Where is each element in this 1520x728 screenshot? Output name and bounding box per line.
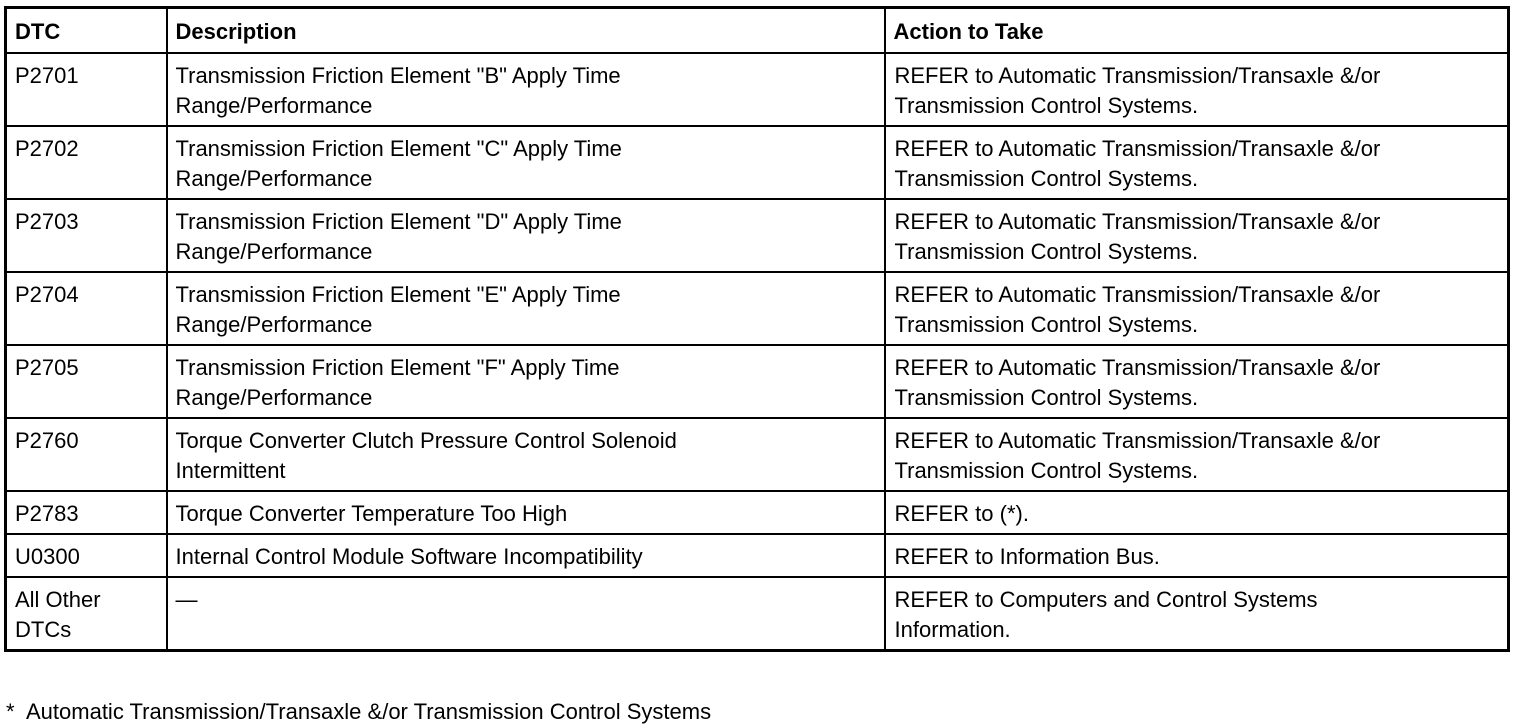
action-line: Information. bbox=[894, 616, 1011, 642]
action-line: REFER to Automatic Transmission/Transaxle &/or bbox=[894, 354, 1381, 380]
description-line: Range/Performance bbox=[175, 92, 373, 118]
dtc-code-cell: U0300 bbox=[6, 534, 167, 577]
action-line: REFER to Automatic Transmission/Transaxle &/or bbox=[894, 281, 1381, 307]
header-dtc: DTC bbox=[6, 8, 167, 53]
description-cell bbox=[167, 418, 885, 491]
description-line: Transmission Friction Element "E" Apply Time bbox=[175, 281, 621, 307]
action-line: Transmission Control Systems. bbox=[894, 311, 1199, 337]
table-row bbox=[6, 491, 1509, 534]
header-description: Description bbox=[167, 8, 885, 53]
header-row bbox=[6, 8, 1509, 53]
action-line: Transmission Control Systems. bbox=[894, 92, 1199, 118]
description-line: Internal Control Module Software Incompatibility bbox=[175, 543, 643, 569]
action-line: REFER to Automatic Transmission/Transaxle &/or bbox=[894, 208, 1381, 234]
description-cell bbox=[167, 53, 885, 126]
table-body bbox=[6, 53, 1509, 651]
table-row bbox=[6, 126, 1509, 199]
description-line: Intermittent bbox=[175, 457, 286, 483]
description-line: Range/Performance bbox=[175, 384, 373, 410]
dtc-code-cell: P2705 bbox=[6, 345, 167, 418]
table-row bbox=[6, 418, 1509, 491]
table-row bbox=[6, 577, 1509, 651]
footnote bbox=[6, 697, 711, 727]
table-row bbox=[6, 272, 1509, 345]
description-cell bbox=[167, 199, 885, 272]
table-row bbox=[6, 345, 1509, 418]
dtc-code-cell: P2704 bbox=[6, 272, 167, 345]
description-cell bbox=[167, 491, 885, 534]
action-line: Transmission Control Systems. bbox=[894, 384, 1199, 410]
footnote-marker: * bbox=[6, 699, 15, 724]
description-line: Transmission Friction Element "D" Apply Time bbox=[175, 208, 622, 234]
dtc-table bbox=[4, 6, 1510, 652]
dtc-code-cell: P2703 bbox=[6, 199, 167, 272]
table-row bbox=[6, 534, 1509, 577]
dtc-code-cell: P2783 bbox=[6, 491, 167, 534]
dtc-code-cell: All Other DTCs bbox=[6, 577, 167, 651]
description-line: Transmission Friction Element "C" Apply Time bbox=[175, 135, 622, 161]
action-line: REFER to Computers and Control Systems bbox=[894, 586, 1318, 612]
table-header bbox=[6, 8, 1509, 53]
action-cell bbox=[885, 418, 1509, 491]
action-cell bbox=[885, 199, 1509, 272]
description-line: Range/Performance bbox=[175, 165, 373, 191]
description-line: Torque Converter Temperature Too High bbox=[175, 500, 568, 526]
dtc-code-cell: P2702 bbox=[6, 126, 167, 199]
action-cell bbox=[885, 272, 1509, 345]
action-cell bbox=[885, 53, 1509, 126]
header-action: Action to Take bbox=[885, 8, 1509, 53]
action-cell bbox=[885, 345, 1509, 418]
action-cell bbox=[885, 577, 1509, 651]
footnote-text: Automatic Transmission/Transaxle &/or Transmission Control Systems bbox=[26, 699, 712, 724]
description-line: Range/Performance bbox=[175, 311, 373, 337]
action-cell bbox=[885, 126, 1509, 199]
description-cell bbox=[167, 345, 885, 418]
description-line: — bbox=[175, 586, 198, 612]
description-cell bbox=[167, 126, 885, 199]
action-line: REFER to Information Bus. bbox=[894, 543, 1160, 569]
dtc-code-cell: P2701 bbox=[6, 53, 167, 126]
table-row bbox=[6, 53, 1509, 126]
description-cell bbox=[167, 534, 885, 577]
description-line: Transmission Friction Element "B" Apply Time bbox=[175, 62, 621, 88]
action-cell bbox=[885, 534, 1509, 577]
dtc-code-cell: P2760 bbox=[6, 418, 167, 491]
action-line: REFER to Automatic Transmission/Transaxle &/or bbox=[894, 135, 1381, 161]
action-line: REFER to (*). bbox=[894, 500, 1029, 526]
action-line: Transmission Control Systems. bbox=[894, 238, 1199, 264]
description-cell bbox=[167, 272, 885, 345]
description-line: Transmission Friction Element "F" Apply Time bbox=[175, 354, 620, 380]
description-cell bbox=[167, 577, 885, 651]
action-line: Transmission Control Systems. bbox=[894, 457, 1199, 483]
table-row bbox=[6, 199, 1509, 272]
action-cell bbox=[885, 491, 1509, 534]
action-line: Transmission Control Systems. bbox=[894, 165, 1199, 191]
description-line: Torque Converter Clutch Pressure Control Solenoid bbox=[175, 427, 677, 453]
action-line: REFER to Automatic Transmission/Transaxle &/or bbox=[894, 62, 1381, 88]
description-line: Range/Performance bbox=[175, 238, 373, 264]
action-line: REFER to Automatic Transmission/Transaxle &/or bbox=[894, 427, 1381, 453]
